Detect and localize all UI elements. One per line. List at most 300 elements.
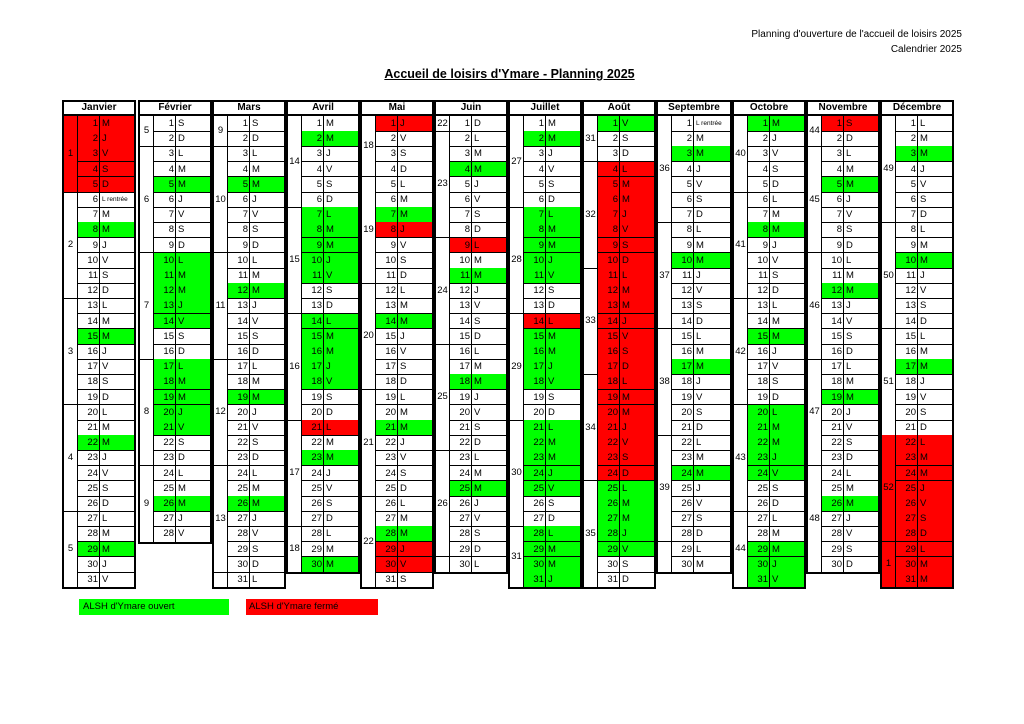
month-name: Juin	[434, 100, 508, 116]
weekday-letter: J	[548, 361, 553, 373]
day-number: 27	[311, 513, 322, 525]
week-number: 23	[437, 178, 448, 190]
day-number: 16	[681, 346, 692, 357]
day-number: 17	[681, 361, 692, 373]
day-number: 6	[762, 194, 768, 205]
weekday-letter: V	[920, 285, 927, 297]
day-number: 19	[459, 391, 470, 403]
weekday-letter: M	[178, 163, 186, 175]
weekday-letter: V	[772, 467, 779, 479]
day-number: 6	[836, 194, 842, 205]
day-number: 17	[757, 361, 768, 373]
day-number: 12	[163, 285, 174, 297]
day-number: 15	[905, 330, 916, 342]
day-number: 14	[607, 315, 618, 327]
weekday-letter: M	[920, 452, 928, 464]
day-number: 5	[390, 178, 396, 190]
weekday-letter: M	[252, 178, 260, 190]
day-number: 4	[316, 163, 322, 175]
weekday-letter: M	[846, 270, 854, 281]
weekday-letter: S	[474, 315, 481, 327]
week-separator	[362, 176, 376, 177]
day-number: 5	[242, 178, 248, 190]
day-number: 3	[92, 148, 98, 160]
header-line-1: Planning d'ouverture de l'accueil de loisirs 2025	[751, 29, 962, 40]
day-number: 11	[312, 270, 322, 281]
day-number: 8	[464, 224, 470, 236]
weekday-letter: V	[696, 498, 703, 509]
weekday-letter: J	[920, 376, 925, 388]
day-number: 12	[311, 285, 322, 297]
week-separator	[288, 420, 302, 421]
weekday-letter: L	[400, 178, 406, 190]
week-separator	[808, 146, 822, 147]
weekday-letter: D	[548, 300, 555, 312]
day-number: 26	[607, 498, 618, 509]
day-number: 15	[607, 330, 618, 342]
day-number: 15	[237, 330, 248, 342]
weekday-letter: M	[102, 209, 110, 221]
day-number: 20	[311, 406, 322, 418]
week-divider	[301, 116, 302, 572]
weekday-letter: D	[326, 513, 333, 525]
day-number: 5	[316, 178, 322, 190]
weekday-letter: V	[252, 209, 259, 221]
day-number: 17	[831, 361, 842, 373]
weekday-letter: S	[772, 270, 779, 281]
weekday-letter: V	[622, 543, 629, 555]
day-number: 1	[464, 118, 470, 129]
weekday-letter: D	[474, 543, 481, 555]
day-number: 22	[607, 437, 618, 449]
weekday-letter: V	[178, 528, 185, 540]
weekday-letter: M	[696, 133, 704, 145]
week-separator	[658, 222, 672, 223]
weekday-letter: J	[696, 270, 701, 281]
weekday-letter: D	[846, 452, 853, 464]
day-number: 27	[831, 513, 842, 525]
weekday-letter: V	[326, 163, 333, 175]
day-divider	[619, 116, 620, 587]
day-number: 21	[681, 422, 692, 433]
weekday-letter: M	[846, 376, 854, 388]
day-number: 21	[757, 422, 768, 433]
weekday-letter: M	[920, 558, 928, 570]
day-number: 26	[237, 498, 248, 509]
day-number: 16	[87, 346, 98, 357]
day-number: 16	[757, 346, 768, 357]
weekday-letter: L	[696, 330, 702, 342]
week-number: 42	[735, 345, 746, 357]
weekday-letter: J	[696, 482, 701, 494]
day-number: 9	[612, 239, 618, 251]
weekday-letter: V	[846, 528, 853, 540]
day-number: 18	[905, 376, 916, 388]
weekday-letter: D	[252, 133, 259, 145]
weekday-letter: J	[846, 513, 851, 525]
day-divider	[917, 116, 918, 587]
day-number: 30	[459, 558, 470, 570]
week-separator	[510, 207, 524, 208]
day-divider	[471, 116, 472, 572]
day-number: 2	[836, 133, 842, 145]
week-number: 31	[585, 132, 596, 144]
weekday-letter: V	[548, 376, 555, 388]
weekday-letter: L	[846, 148, 852, 160]
weekday-letter: M	[622, 498, 630, 509]
weekday-letter: M	[772, 315, 780, 327]
weekday-letter: L	[622, 163, 628, 175]
day-number: 4	[836, 163, 842, 175]
day-number: 27	[87, 513, 98, 525]
weekday-letter: D	[326, 406, 333, 418]
day-number: 7	[316, 209, 322, 221]
day-number: 14	[757, 315, 768, 327]
week-divider	[375, 116, 376, 587]
weekday-letter: M	[548, 224, 556, 236]
weekday-letter: M	[622, 285, 630, 297]
weekday-letter: S	[846, 330, 853, 342]
day-number: 24	[237, 467, 248, 479]
day-number: 8	[538, 224, 544, 236]
week-number: 51	[883, 376, 894, 387]
weekday-letter: M	[178, 391, 186, 403]
weekday-letter: D	[696, 422, 703, 433]
week-number: 21	[363, 436, 374, 448]
week-separator	[436, 450, 450, 451]
weekday-letter: J	[178, 406, 183, 418]
week-number: 16	[289, 360, 300, 372]
day-number: 24	[757, 467, 768, 479]
weekday-letter: J	[920, 482, 925, 494]
weekday-letter: D	[622, 361, 629, 373]
day-number: 10	[681, 254, 692, 266]
day-number: 25	[237, 482, 248, 494]
day-number: 27	[459, 513, 470, 525]
weekday-letter: D	[622, 574, 629, 585]
day-number: 10	[237, 254, 248, 266]
weekday-letter: L	[252, 254, 258, 266]
day-number: 21	[905, 422, 916, 433]
weekday-letter: J	[846, 194, 851, 205]
weekday-letter: S	[178, 437, 185, 449]
day-number: 1	[316, 118, 322, 129]
day-number: 28	[237, 528, 248, 540]
weekday-letter: D	[772, 285, 779, 297]
day-number: 18	[87, 376, 98, 388]
day-number: 13	[459, 300, 470, 312]
day-number: 2	[686, 133, 692, 145]
weekday-letter: V	[772, 361, 779, 373]
day-number: 4	[242, 163, 248, 175]
header-line-2: Calendrier 2025	[890, 44, 962, 55]
week-separator	[584, 268, 598, 269]
weekday-letter: S	[548, 178, 555, 190]
day-number: 24	[163, 467, 174, 479]
weekday-letter: V	[920, 391, 927, 403]
day-divider	[175, 116, 176, 542]
day-number: 15	[459, 330, 470, 342]
weekday-letter: M	[696, 558, 704, 570]
day-number: 4	[686, 163, 692, 175]
weekday-letter: V	[772, 148, 779, 160]
week-number: 44	[735, 543, 746, 555]
weekday-letter: V	[178, 209, 185, 221]
week-separator	[288, 207, 302, 208]
weekday-letter: J	[772, 346, 777, 357]
weekday-letter: M	[772, 330, 780, 342]
day-number: 10	[533, 254, 544, 266]
day-number: 6	[242, 194, 248, 205]
day-number: 6	[316, 194, 322, 205]
weekday-letter: L	[920, 224, 926, 236]
weekday-letter: M	[252, 376, 260, 388]
weekday-letter: M	[772, 422, 780, 433]
day-number: 14	[385, 315, 396, 327]
week-number: 49	[883, 163, 894, 175]
weekday-letter: M	[400, 300, 408, 312]
weekday-letter: D	[696, 209, 703, 221]
day-number: 21	[163, 422, 174, 433]
day-number: 30	[607, 558, 618, 570]
day-number: 10	[311, 254, 322, 266]
week-separator	[584, 480, 598, 481]
day-number: 4	[464, 163, 470, 175]
weekday-letter: D	[252, 239, 259, 251]
week-separator	[64, 298, 78, 299]
day-number: 1	[836, 118, 842, 129]
day-number: 31	[237, 574, 248, 585]
day-number: 22	[905, 437, 916, 449]
week-number: 26	[437, 497, 448, 509]
weekday-letter: J	[772, 452, 777, 464]
day-number: 8	[612, 224, 618, 236]
weekday-letter: J	[178, 194, 183, 205]
weekday-letter: L	[102, 300, 108, 312]
weekday-letter: L	[252, 148, 258, 160]
weekday-letter: L	[920, 437, 926, 449]
weekday-letter: L	[846, 254, 852, 266]
weekday-letter: S	[846, 543, 853, 555]
day-number: 3	[390, 148, 396, 160]
day-number: 27	[163, 513, 174, 525]
week-number: 25	[437, 391, 448, 403]
day-number: 2	[242, 133, 248, 145]
day-number: 19	[533, 391, 544, 403]
weekday-letter: M	[326, 239, 334, 251]
weekday-letter: M	[696, 452, 704, 464]
weekday-letter: L	[474, 239, 480, 251]
day-number: 30	[237, 558, 248, 570]
weekday-letter: J	[548, 254, 553, 266]
day-number: 18	[681, 376, 692, 388]
month-days	[508, 116, 582, 589]
day-number: 17	[533, 361, 544, 373]
weekday-letter: L	[772, 300, 778, 312]
day-number: 19	[385, 391, 396, 403]
day-number: 6	[910, 194, 916, 205]
day-number: 2	[762, 133, 768, 145]
day-number: 1	[762, 118, 768, 129]
day-number: 20	[533, 406, 544, 418]
day-number: 12	[681, 285, 692, 297]
day-number: 3	[242, 148, 248, 160]
month-name: Mars	[212, 100, 286, 116]
weekday-letter: V	[772, 574, 779, 585]
day-number: 5	[910, 178, 916, 190]
day-number: 9	[464, 239, 470, 251]
day-number: 30	[681, 558, 692, 570]
week-number: 22	[437, 117, 448, 129]
weekday-letter: S	[772, 482, 779, 494]
weekday-letter: M	[548, 452, 556, 464]
weekday-letter: L	[102, 406, 108, 418]
day-number: 30	[533, 558, 544, 570]
weekday-letter: D	[846, 558, 853, 570]
weekday-letter: L	[622, 270, 628, 281]
day-number: 20	[87, 406, 98, 418]
day-number: 6	[464, 194, 470, 205]
weekday-letter: D	[920, 315, 927, 327]
weekday-letter: S	[474, 209, 481, 221]
weekday-letter: L	[400, 285, 406, 297]
day-number: 25	[459, 482, 470, 494]
weekday-letter: M	[846, 178, 854, 190]
weekday-letter: D	[920, 422, 927, 433]
day-number: 23	[87, 452, 98, 464]
month-name: Avril	[286, 100, 360, 116]
weekday-letter: L	[696, 224, 702, 236]
weekday-letter: V	[252, 528, 259, 540]
month-days	[434, 116, 508, 574]
day-number: 3	[316, 148, 322, 160]
weekday-letter: V	[252, 422, 259, 433]
week-number: 47	[809, 406, 820, 418]
weekday-letter: V	[474, 513, 481, 525]
week-number: 14	[289, 155, 300, 167]
day-number: 24	[311, 467, 322, 479]
weekday-letter: S	[548, 391, 555, 403]
weekday-letter: S	[846, 118, 853, 129]
week-number: 5	[143, 125, 150, 137]
day-number: 18	[607, 376, 618, 388]
weekday-letter: S	[772, 163, 779, 175]
week-separator	[584, 374, 598, 375]
month-days	[582, 116, 656, 589]
week-number: 38	[659, 376, 670, 387]
weekday-letter: V	[326, 270, 333, 281]
weekday-letter: M	[102, 528, 110, 540]
weekday-letter: J	[622, 422, 627, 433]
weekday-letter: V	[696, 178, 703, 190]
day-number: 11	[758, 270, 768, 281]
day-number: 26	[681, 498, 692, 509]
weekday-letter: L	[474, 346, 480, 357]
day-number: 20	[163, 406, 174, 418]
weekday-letter: S	[252, 118, 259, 129]
day-number: 19	[311, 391, 322, 403]
day-number: 3	[612, 148, 618, 160]
day-number: 6	[538, 194, 544, 205]
month-name: Décembre	[880, 100, 954, 116]
week-separator	[214, 359, 228, 360]
day-number: 22	[237, 437, 248, 449]
day-number: 1	[242, 118, 248, 129]
weekday-letter: L	[772, 406, 778, 418]
day-number: 18	[533, 376, 544, 388]
day-number: 28	[459, 528, 470, 540]
legend-open: ALSH d'Ymare ouvert	[79, 599, 229, 615]
day-divider	[249, 116, 250, 587]
weekday-letter: M	[772, 437, 780, 449]
day-number: 8	[686, 224, 692, 236]
week-number: 18	[363, 140, 374, 152]
weekday-letter: L	[548, 422, 554, 433]
week-number: 39	[659, 482, 670, 494]
weekday-letter: J	[696, 163, 701, 175]
week-separator	[808, 359, 822, 360]
weekday-letter: M	[326, 346, 334, 357]
weekday-letter: M	[400, 513, 408, 525]
weekday-letter: M	[400, 422, 408, 433]
weekday-letter: M	[252, 498, 260, 509]
day-number: 13	[607, 300, 618, 312]
week-divider	[821, 116, 822, 572]
weekday-letter: V	[696, 285, 703, 297]
day-number: 14	[905, 315, 916, 327]
day-number: 13	[681, 300, 692, 312]
weekday-letter: M	[920, 361, 928, 373]
day-number: 14	[533, 315, 544, 327]
week-number: 31	[511, 550, 522, 562]
weekday-letter: S	[696, 300, 703, 312]
weekday-letter: L	[252, 467, 258, 479]
day-number: 27	[237, 513, 248, 525]
weekday-letter: J	[548, 574, 553, 585]
weekday-letter: D	[474, 330, 481, 342]
weekday-letter: J	[326, 467, 331, 479]
weekday-letter: J	[696, 376, 701, 388]
day-number: 5	[464, 178, 470, 190]
day-number: 21	[459, 422, 470, 433]
day-number: 31	[757, 574, 768, 585]
week-divider	[449, 116, 450, 572]
day-number: 18	[757, 376, 768, 388]
day-number: 22	[831, 437, 842, 449]
week-separator	[734, 192, 748, 193]
day-number: 25	[607, 482, 618, 494]
week-number: 43	[735, 452, 746, 463]
weekday-letter: V	[102, 148, 109, 160]
weekday-letter: M	[920, 346, 928, 357]
weekday-letter: J	[622, 528, 627, 540]
weekday-letter: J	[178, 513, 183, 525]
day-divider	[693, 116, 694, 572]
day-number: 8	[390, 224, 396, 236]
day-number: 22	[163, 437, 174, 449]
day-number: 2	[390, 133, 396, 145]
day-number: 5	[168, 178, 174, 190]
day-number: 23	[757, 452, 768, 464]
day-number: 3	[762, 148, 768, 160]
week-separator	[140, 252, 154, 253]
day-number: 20	[757, 406, 768, 418]
day-number: 9	[92, 239, 98, 251]
weekday-letter: S	[474, 528, 481, 540]
weekday-letter: S	[622, 239, 629, 251]
day-number: 3	[686, 148, 692, 160]
weekday-letter: D	[326, 300, 333, 312]
